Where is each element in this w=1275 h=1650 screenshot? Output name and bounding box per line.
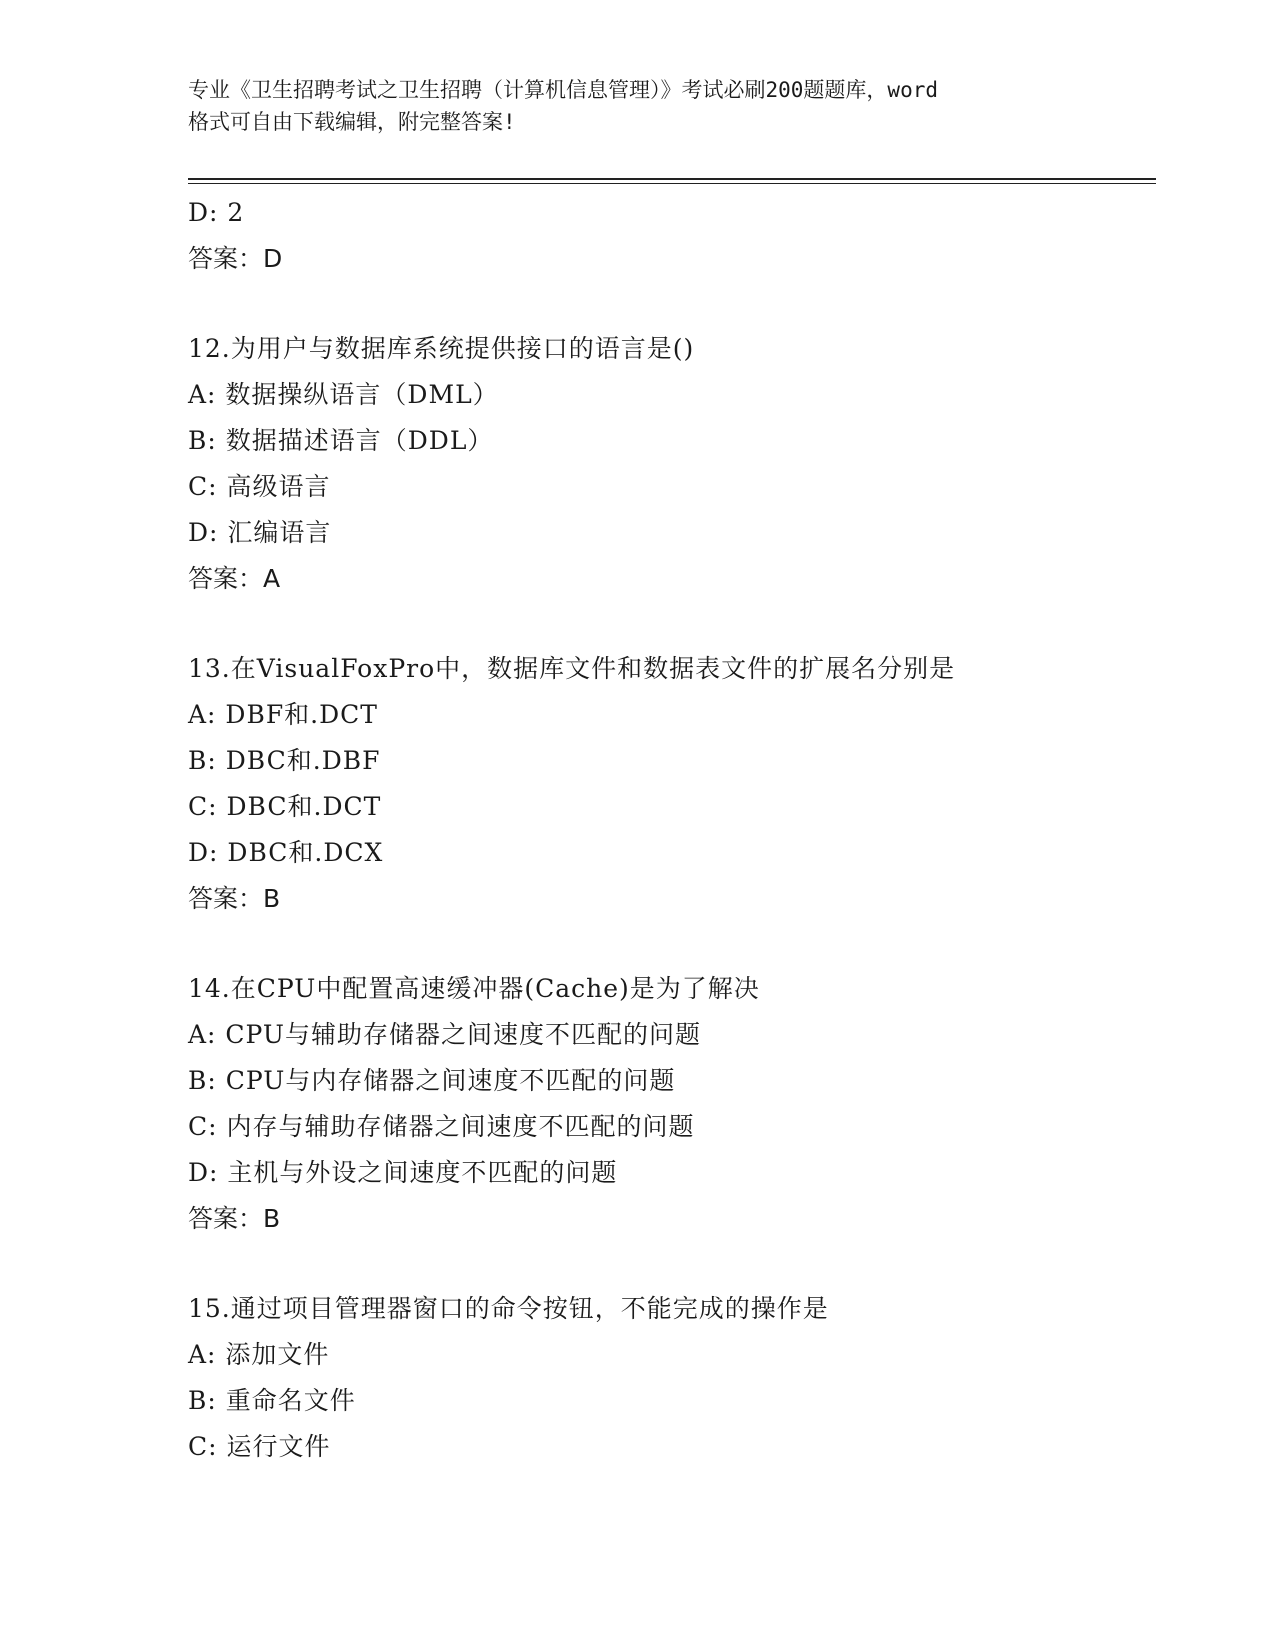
question-stem: 14.在CPU中配置高速缓冲器(Cache)是为了解决 — [188, 974, 760, 1003]
question-14 — [188, 966, 1156, 1242]
option-a: A: CPU与辅助存储器之间速度不匹配的问题 — [188, 1020, 702, 1049]
question-12 — [188, 326, 1156, 602]
header-divider-thick — [188, 178, 1156, 180]
header-title-line-2: 格式可自由下载编辑，附完整答案! — [188, 110, 516, 134]
answer: 答案：A — [188, 564, 281, 593]
answer: 答案：B — [188, 1204, 281, 1233]
question-spacer — [188, 282, 1156, 326]
option-a: A: 数据操纵语言（DML） — [188, 380, 499, 409]
option-b: B: 数据描述语言（DDL） — [188, 426, 494, 455]
option-a: A: DBF和.DCT — [188, 700, 378, 729]
answer: 答案：B — [188, 884, 281, 913]
option-d: D: DBC和.DCX — [188, 838, 384, 867]
document-header — [188, 74, 1088, 138]
option-c: C: 高级语言 — [188, 472, 331, 501]
option-c: C: DBC和.DCT — [188, 792, 382, 821]
option-b: B: DBC和.DBF — [188, 746, 381, 775]
option-d: D: 汇编语言 — [188, 518, 332, 547]
option-b: B: 重命名文件 — [188, 1386, 356, 1415]
header-title-line-1: 专业《卫生招聘考试之卫生招聘（计算机信息管理）》考试必刷200题题库，word — [188, 78, 938, 102]
option-c: C: 运行文件 — [188, 1432, 331, 1461]
option-c: C: 内存与辅助存储器之间速度不匹配的问题 — [188, 1112, 695, 1141]
option-a: A: 添加文件 — [188, 1340, 330, 1369]
question-list — [188, 190, 1156, 1470]
question-stem: 15.通过项目管理器窗口的命令按钮，不能完成的操作是 — [188, 1294, 829, 1323]
question-15 — [188, 1286, 1156, 1470]
option-b: B: CPU与内存储器之间速度不匹配的问题 — [188, 1066, 676, 1095]
question-spacer — [188, 1242, 1156, 1286]
question-stem: 13.在VisualFoxPro中，数据库文件和数据表文件的扩展名分别是 — [188, 654, 956, 683]
prev-option-d: D: 2 — [188, 198, 245, 227]
question-spacer — [188, 602, 1156, 646]
question-stem: 12.为用户与数据库系统提供接口的语言是() — [188, 334, 695, 363]
question-spacer — [188, 922, 1156, 966]
question-13 — [188, 646, 1156, 922]
option-d: D: 主机与外设之间速度不匹配的问题 — [188, 1158, 618, 1187]
prev-answer: 答案：D — [188, 244, 283, 273]
header-divider-thin — [188, 183, 1156, 184]
